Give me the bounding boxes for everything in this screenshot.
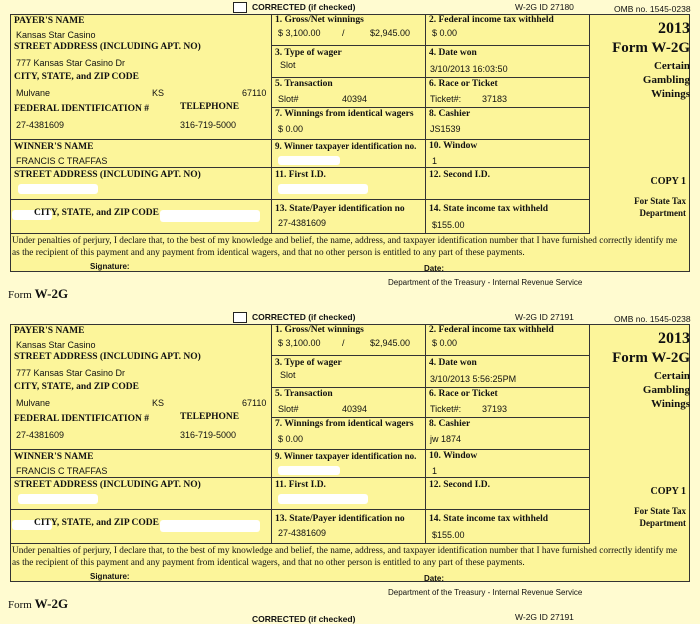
tax-year: 2013 (658, 330, 690, 347)
box1-gross: $ 3,100.00 (278, 338, 321, 348)
payer-city: Mulvane (16, 398, 51, 408)
title-line2: Gambling (642, 384, 690, 396)
box9 (272, 450, 426, 478)
box8-value: jw 1874 (430, 434, 462, 444)
box11 (272, 168, 426, 200)
corrected-label: CORRECTED (if checked) (252, 2, 356, 12)
redaction (160, 210, 260, 222)
form-id: W-2G ID 27191 (515, 312, 574, 322)
date-label: Date: (424, 574, 445, 583)
box1-separator: / (342, 28, 345, 38)
box3 (272, 46, 426, 78)
box6 (426, 78, 590, 108)
winner-city-block (10, 200, 272, 234)
box7-label: 7. Winnings from identical wagers (275, 419, 414, 429)
telephone-value: 316-719-5000 (180, 430, 237, 440)
payer-block (10, 14, 272, 140)
copy-sub1: For State Tax (634, 196, 686, 206)
title-line2: Gambling (642, 74, 690, 86)
form-id: W-2G ID 27180 (515, 2, 574, 12)
box5-label: 5. Transaction (275, 79, 333, 89)
payer-name: Kansas Star Casino (16, 30, 96, 40)
box3-label: 3. Type of wager (275, 358, 342, 368)
redaction (278, 494, 368, 504)
box5-number: 40394 (342, 404, 368, 414)
bottom-corrected-label: CORRECTED (if checked) (252, 614, 356, 624)
box1-separator: / (342, 338, 345, 348)
form-footer-prefix: Form (8, 289, 32, 301)
box10 (426, 140, 590, 168)
box10-value: 1 (432, 466, 438, 476)
fedid-label: FEDERAL IDENTIFICATION # (14, 414, 149, 424)
box9 (272, 140, 426, 168)
fedid-value: 27-4381609 (16, 120, 65, 130)
payer-zip: 67110 (242, 398, 267, 408)
box13-value: 27-4381609 (278, 528, 327, 538)
box11-label: 11. First I.D. (275, 170, 326, 180)
payer-city-label: CITY, STATE, and ZIP CODE (14, 382, 139, 392)
signature-label: Signature: (90, 262, 130, 271)
title-line3: Winings (651, 398, 690, 410)
penalties-statement: Under penalties of perjury, I declare that, to the best of my knowledge and belief, the name, address, and taxpayer identification number that I have furnished correctly identify me as the recipient of this payment and any payment from identical wagers, and that no other person is entitled to any part of these payments. (12, 236, 678, 258)
box4-value: 3/10/2013 5:56:25PM (430, 374, 517, 384)
redaction (278, 184, 368, 194)
box14 (426, 510, 590, 544)
winner-name-label: WINNER'S NAME (14, 142, 94, 152)
payer-name-label: PAYER'S NAME (14, 326, 85, 336)
box12-label: 12. Second I.D. (429, 170, 490, 180)
box7-value: $ 0.00 (278, 434, 304, 444)
payer-street-label: STREET ADDRESS (INCLUDING APT. NO) (14, 42, 201, 52)
form-footer (8, 286, 68, 302)
box4 (426, 46, 590, 78)
box10 (426, 450, 590, 478)
box5 (272, 78, 426, 108)
box6-label: 6. Race or Ticket (429, 79, 498, 89)
w2g-form-2 (0, 310, 700, 618)
signature-label: Signature: (90, 572, 130, 581)
winner-name: FRANCIS C TRAFFAS (16, 466, 108, 476)
title-line1: Certain (653, 60, 690, 72)
box6-number: 37183 (482, 94, 508, 104)
box5-value: Slot# (278, 94, 299, 104)
form-footer-code: W-2G (34, 286, 69, 301)
box9-label: 9. Winner taxpayer identification no. (275, 451, 417, 461)
box3 (272, 356, 426, 388)
bottom-form-id: W-2G ID 27191 (515, 612, 574, 622)
box11 (272, 478, 426, 510)
payer-state: KS (152, 398, 165, 408)
box3-label: 3. Type of wager (275, 48, 342, 58)
copy-label: COPY 1 (650, 176, 686, 187)
box7 (272, 418, 426, 450)
copy-sub2: Department (639, 518, 686, 528)
box14-value: $155.00 (432, 220, 465, 230)
winner-name: FRANCIS C TRAFFAS (16, 156, 108, 166)
form-footer-code: W-2G (34, 596, 69, 611)
copy-sub2: Department (639, 208, 686, 218)
redaction (278, 466, 340, 475)
box13-label: 13. State/Payer identification no (275, 204, 405, 214)
box3-value: Slot (280, 370, 296, 380)
box6-label: 6. Race or Ticket (429, 389, 498, 399)
winner-city-block (10, 510, 272, 544)
box6-value: Ticket#: (430, 94, 462, 104)
payer-city-label: CITY, STATE, and ZIP CODE (14, 72, 139, 82)
box1-net: $2,945.00 (370, 338, 411, 348)
box10-label: 10. Window (429, 451, 478, 461)
box3-value: Slot (280, 60, 296, 70)
box13 (272, 510, 426, 544)
form-title: Form W-2G (612, 40, 690, 56)
payer-city: Mulvane (16, 88, 51, 98)
fedid-label: FEDERAL IDENTIFICATION # (14, 104, 149, 114)
box4-label: 4. Date won (429, 358, 477, 368)
payer-block (10, 324, 272, 450)
copy-label: COPY 1 (650, 486, 686, 497)
winner-city-label: CITY, STATE, and ZIP CODE (34, 208, 159, 218)
box7 (272, 108, 426, 140)
box2-value: $ 0.00 (432, 338, 458, 348)
payer-state: KS (152, 88, 165, 98)
box8-label: 8. Cashier (429, 109, 471, 119)
box2 (426, 14, 590, 46)
w2g-form-1 (0, 0, 700, 308)
box13 (272, 200, 426, 234)
payer-zip: 67110 (242, 88, 267, 98)
box7-label: 7. Winnings from identical wagers (275, 109, 414, 119)
title-line3: Winings (651, 88, 690, 100)
tax-year: 2013 (658, 20, 690, 37)
box1-gross: $ 3,100.00 (278, 28, 321, 38)
box6-number: 37193 (482, 404, 508, 414)
telephone-label: TELEPHONE (180, 102, 240, 112)
box10-label: 10. Window (429, 141, 478, 151)
box6-value: Ticket#: (430, 404, 462, 414)
date-label: Date: (424, 264, 445, 273)
box5-number: 40394 (342, 94, 368, 104)
box5 (272, 388, 426, 418)
redaction (18, 494, 98, 504)
winner-city-label: CITY, STATE, and ZIP CODE (34, 518, 159, 528)
corrected-checkbox[interactable] (233, 2, 247, 13)
box14-value: $155.00 (432, 530, 465, 540)
irs-dept: Department of the Treasury - Internal Revenue Service (388, 278, 583, 287)
box1 (272, 324, 426, 356)
copy-sub1: For State Tax (634, 506, 686, 516)
box8-value: JS1539 (430, 124, 461, 134)
box12 (426, 168, 590, 200)
payer-name: Kansas Star Casino (16, 340, 96, 350)
box5-label: 5. Transaction (275, 389, 333, 399)
redaction (18, 184, 98, 194)
box12-label: 12. Second I.D. (429, 480, 490, 490)
title-line1: Certain (653, 370, 690, 382)
box1 (272, 14, 426, 46)
form-footer (8, 596, 68, 612)
box2-label: 2. Federal income tax withheld (429, 15, 554, 25)
corrected-label: CORRECTED (if checked) (252, 312, 356, 322)
omb-number: OMB no. 1545-0238 (614, 4, 691, 14)
box13-label: 13. State/Payer identification no (275, 514, 405, 524)
telephone-value: 316-719-5000 (180, 120, 237, 130)
box5-value: Slot# (278, 404, 299, 414)
winner-name-label: WINNER'S NAME (14, 452, 94, 462)
box7-value: $ 0.00 (278, 124, 304, 134)
box2 (426, 324, 590, 356)
penalties-statement: Under penalties of perjury, I declare that, to the best of my knowledge and belief, the name, address, and taxpayer identification number that I have furnished correctly identify me as the recipient of this payment and any payment from identical wagers, and that no other person is entitled to any part of these payments. (12, 546, 678, 568)
box8-label: 8. Cashier (429, 419, 471, 429)
telephone-label: TELEPHONE (180, 412, 240, 422)
payer-street: 777 Kansas Star Casino Dr (16, 58, 126, 68)
corrected-checkbox[interactable] (233, 312, 247, 323)
box9-label: 9. Winner taxpayer identification no. (275, 141, 417, 151)
payer-street-label: STREET ADDRESS (INCLUDING APT. NO) (14, 352, 201, 362)
box14-label: 14. State income tax withheld (429, 514, 549, 524)
box4-value: 3/10/2013 16:03:50 (430, 64, 508, 74)
redaction (160, 520, 260, 532)
box8 (426, 108, 590, 140)
box2-label: 2. Federal income tax withheld (429, 325, 554, 335)
box14-label: 14. State income tax withheld (429, 204, 549, 214)
winner-block (10, 450, 272, 478)
box13-value: 27-4381609 (278, 218, 327, 228)
form-footer-prefix: Form (8, 599, 32, 611)
box12 (426, 478, 590, 510)
winner-street-label: STREET ADDRESS (INCLUDING APT. NO) (14, 480, 201, 490)
box1-label: 1. Gross/Net winnings (275, 15, 364, 25)
omb-number: OMB no. 1545-0238 (614, 314, 691, 324)
form-title: Form W-2G (612, 350, 690, 366)
box2-value: $ 0.00 (432, 28, 458, 38)
box1-net: $2,945.00 (370, 28, 411, 38)
box10-value: 1 (432, 156, 438, 166)
fedid-value: 27-4381609 (16, 430, 65, 440)
irs-dept: Department of the Treasury - Internal Revenue Service (388, 588, 583, 597)
box4-label: 4. Date won (429, 48, 477, 58)
box11-label: 11. First I.D. (275, 480, 326, 490)
winner-street-label: STREET ADDRESS (INCLUDING APT. NO) (14, 170, 201, 180)
payer-street: 777 Kansas Star Casino Dr (16, 368, 126, 378)
payer-name-label: PAYER'S NAME (14, 16, 85, 26)
winner-block (10, 140, 272, 168)
box4 (426, 356, 590, 388)
box8 (426, 418, 590, 450)
box1-label: 1. Gross/Net winnings (275, 325, 364, 335)
winner-street-block (10, 168, 272, 200)
winner-street-block (10, 478, 272, 510)
box6 (426, 388, 590, 418)
box14 (426, 200, 590, 234)
redaction (278, 156, 340, 165)
